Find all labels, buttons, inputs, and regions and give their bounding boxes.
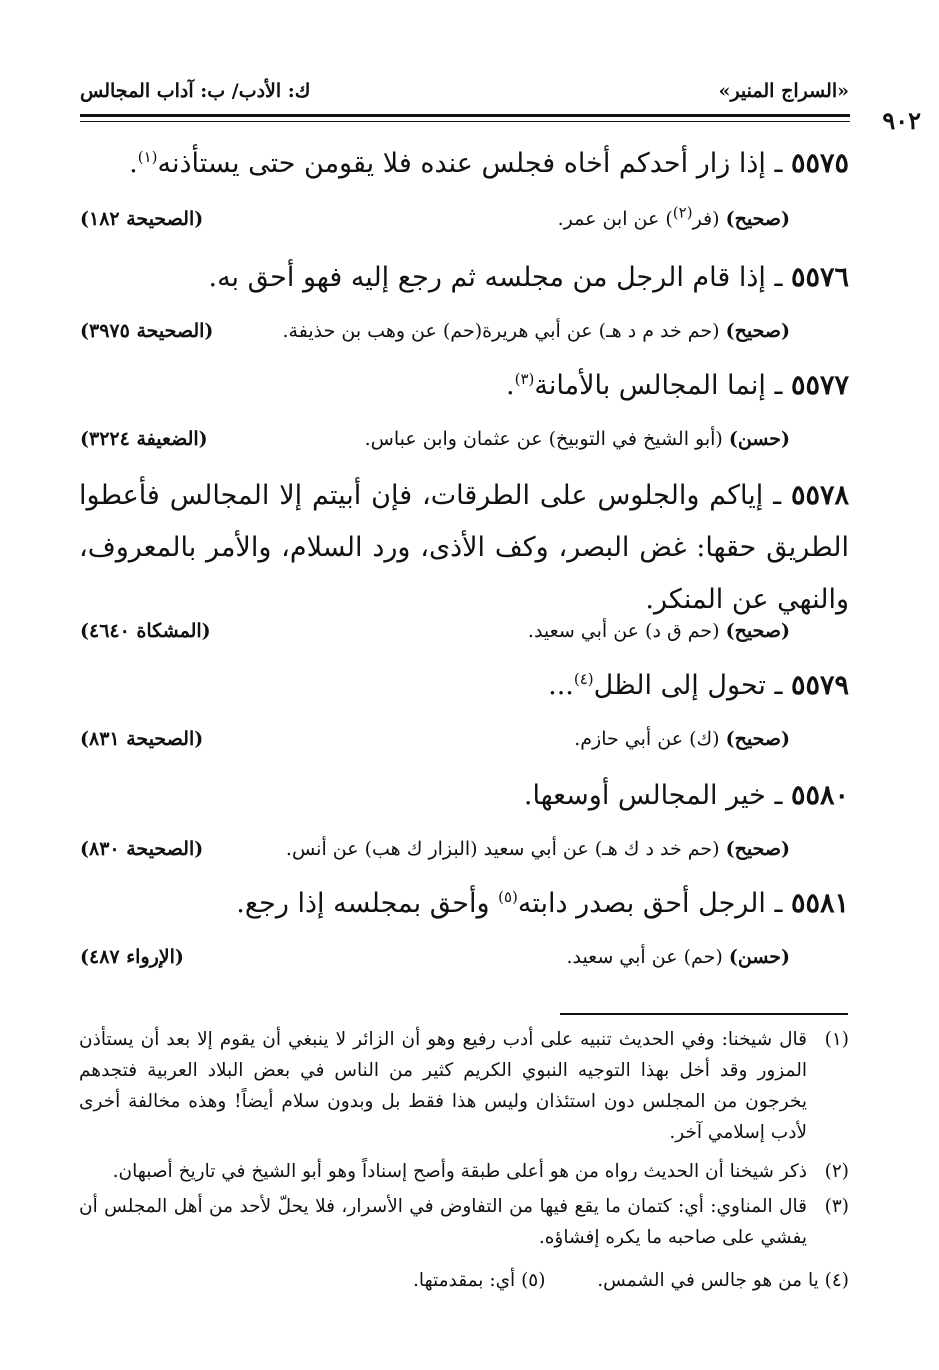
footnote-3	[79, 1191, 849, 1253]
hadith-5577-grading	[80, 428, 850, 458]
source-line	[528, 620, 790, 642]
hadith-5576-grading	[80, 320, 850, 350]
footnote-marker: (٤)	[573, 670, 594, 688]
source-line	[557, 203, 790, 230]
reference: (الصحيحة ٣٩٧٥)	[80, 320, 214, 342]
hadith-5580	[79, 770, 849, 822]
hadith-5580-grading	[80, 838, 850, 868]
source-text: (أبو الشيخ في التوبيخ) عن عثمان وابن عباس.	[364, 428, 723, 450]
footnote-marker: (٢)	[672, 203, 693, 222]
hadith-dash: ـ	[765, 888, 783, 919]
hadith-text-end: وأحق بمجلسه إذا رجع.	[236, 888, 499, 919]
footnote-marker: (١)	[137, 148, 158, 166]
hadith-dash: ـ	[765, 780, 783, 811]
source-text: (حم) عن أبي سعيد.	[566, 946, 723, 968]
hadith-dash: ـ	[763, 480, 782, 511]
source-text: (حم ق د) عن أبي سعيد.	[527, 620, 720, 642]
hadith-text-end: ...	[548, 670, 574, 701]
hadith-text-end: .	[129, 148, 138, 179]
grade-label: (حسن)	[728, 428, 790, 450]
grade-label: (حسن)	[728, 946, 790, 968]
reference: (المشكاة ٤٦٤٠)	[80, 620, 211, 642]
reference: (الإرواء ٤٨٧)	[80, 946, 184, 968]
footnote-2	[79, 1156, 849, 1187]
footnote-marker: (٣)	[514, 370, 535, 388]
hadith-dash: ـ	[765, 262, 783, 293]
hadith-number: ٥٥٧٥	[790, 148, 849, 179]
hadith-number: ٥٥٧٨	[790, 480, 849, 511]
reference: (الصحيحة ١٨٢)	[80, 208, 204, 230]
hadith-5581-grading	[80, 946, 850, 976]
hadith-dash: ـ	[765, 370, 783, 401]
grade-label: (صحيح)	[725, 320, 790, 342]
hadith-5579	[79, 660, 849, 712]
hadith-text: إذا قام الرجل من مجلسه ثم رجع إليه فهو أحق به.	[208, 262, 766, 293]
hadith-text: إياكم والجلوس على الطرقات، فإن أبيتم إلا المجالس فأعطوا الطريق حقها: غض البصر، وكف الأذى، ورد السلام، والأمر بالمعروف، والنهي عن المنكر.	[79, 480, 849, 615]
hadith-number: ٥٥٨١	[790, 888, 849, 919]
footnote-text: يا من هو جالس في الشمس.	[597, 1270, 819, 1291]
book-title: «السراج المنير»	[718, 80, 849, 102]
grade-label: (صحيح)	[725, 838, 790, 860]
hadith-5575	[79, 138, 849, 190]
hadith-5577	[79, 360, 849, 412]
source-line	[286, 838, 790, 860]
footnote-1	[79, 1024, 849, 1148]
grade-label: (صحيح)	[725, 620, 790, 642]
hadith-text: تحول إلى الظل	[593, 670, 766, 701]
source-line	[566, 946, 790, 968]
hadith-text: إذا زار أحدكم أخاه فجلس عنده فلا يقومن حتى يستأذنه	[157, 148, 766, 179]
chapter-heading: ك: الأدب/ ب: آداب المجالس	[80, 80, 311, 102]
header-rule-thick	[80, 114, 850, 117]
footnote-text: قال المناوي: أي: كتمان ما يقع فيها من التفاوض في الأسرار، فلا يحلّ لأحد من أهل المجلس أن يفشي على صاحبه ما يكره إفشاؤه.	[79, 1196, 807, 1248]
footnote-text: قال شيخنا: وفي الحديث تنبيه على أدب رفيع وهو أن الزائر لا ينبغي أن يقوم إلا بعد أن يستأذن المزور وقد أخل بهذا التوجيه النبوي الكريم كثير من الناس في بعض البلاد العربية فتجدهم يخرجون من المجلس دون استئذان وليس هذا فقط بل وبدون سلام أيضاً! وهذه مخالفة أخرى لأدب إسلامي آخر.	[79, 1029, 807, 1143]
footnote-text: ذكر شيخنا أن الحديث رواه من هو أعلى طبقة وأصح إسناداً وهو أبو الشيخ في تاريخ أصبهان.	[112, 1161, 807, 1182]
header-rule-thin	[80, 121, 850, 122]
source-text-end: ) عن ابن عمر.	[557, 208, 673, 230]
reference: (الضعيفة ٣٢٢٤)	[80, 428, 208, 450]
hadith-5578	[79, 470, 849, 626]
source-text: (حم خد د ك هـ) عن أبي سعيد (البزار ك هب) عن أنس.	[285, 838, 720, 860]
source-text: (حم خد م د هـ) عن أبي هريرة(حم) عن وهب بن حذيفة.	[282, 320, 720, 342]
hadith-number: ٥٥٧٩	[790, 670, 849, 701]
grade-label: (صحيح)	[725, 208, 790, 230]
source-line	[365, 428, 790, 450]
hadith-number: ٥٥٨٠	[790, 780, 849, 811]
hadith-dash: ـ	[765, 148, 783, 179]
source-text: (ك) عن أبي حازم.	[574, 728, 720, 750]
reference: (الصحيحة ٨٣٠)	[80, 838, 204, 860]
hadith-5581	[79, 878, 849, 930]
hadith-5579-grading	[80, 728, 850, 758]
footnotes-4-5	[413, 1265, 849, 1296]
footnote-text: أي: بمقدمتها.	[413, 1270, 516, 1291]
reference: (الصحيحة ٨٣١)	[80, 728, 204, 750]
hadith-dash: ـ	[765, 670, 783, 701]
footnote-separator	[560, 1013, 848, 1015]
hadith-5578-grading	[80, 620, 850, 650]
hadith-number: ٥٥٧٦	[790, 262, 849, 293]
hadith-number: ٥٥٧٧	[790, 370, 849, 401]
source-text: (فر	[692, 208, 720, 230]
hadith-text: الرجل أحق بصدر دابته	[517, 888, 766, 919]
hadith-text: إنما المجالس بالأمانة	[534, 370, 766, 401]
footnote-number: (٢)	[824, 1161, 849, 1182]
page-number: ٩٠٢	[882, 106, 921, 135]
footnote-number: (٥)	[521, 1270, 546, 1291]
source-line	[574, 728, 790, 750]
source-line	[282, 320, 790, 342]
hadith-text: خير المجالس أوسعها.	[523, 780, 766, 811]
hadith-5575-grading	[80, 203, 850, 238]
footnote-number: (٤)	[824, 1270, 849, 1291]
grade-label: (صحيح)	[725, 728, 790, 750]
footnote-marker: (٥)	[498, 888, 518, 906]
footnote-number: (١)	[824, 1029, 849, 1050]
footnote-number: (٣)	[824, 1196, 849, 1217]
hadith-5576	[79, 252, 849, 304]
hadith-text-end: .	[506, 370, 515, 401]
